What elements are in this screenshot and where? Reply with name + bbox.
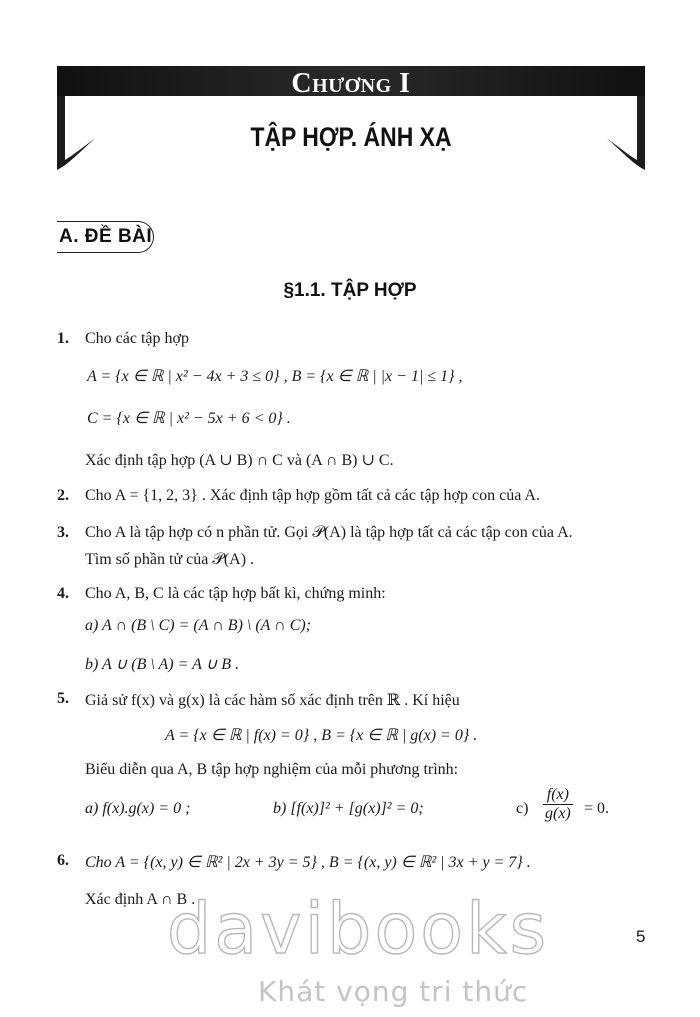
problem-number: 3.	[57, 524, 69, 541]
option-a: a) f(x).g(x) = 0 ;	[85, 800, 191, 817]
math-line: A = {x ∈ ℝ | x² − 4x + 3 ≤ 0} , B = {x ∈ ℝ | |x − 1| ≤ 1} ,	[87, 368, 463, 385]
problem-text: Xác định A ∩ B .	[85, 891, 196, 908]
section-heading: §1.1. TẬP HỢP	[283, 280, 417, 301]
problem-number: 4.	[57, 585, 69, 602]
problem-text: Biểu diễn qua A, B tập hợp nghiệm của mỗi phương trình:	[85, 761, 459, 778]
problem-text: Cho các tập hợp	[85, 330, 189, 347]
watermark-tagline: Khát vọng tri thức	[258, 975, 529, 1008]
option-c-label: c)	[516, 800, 529, 817]
section-tag: A. ĐỀ BÀI	[57, 221, 154, 253]
problem-number: 2.	[57, 487, 69, 504]
chapter-banner	[57, 66, 645, 170]
option-c-fraction	[543, 786, 573, 823]
math-line: A = {x ∈ ℝ | f(x) = 0} , B = {x ∈ ℝ | g(x) = 0} .	[165, 727, 478, 744]
watermark-logo: davibooks	[166, 888, 550, 970]
math-line: b) A ∪ (B \ A) = A ∪ B .	[85, 656, 240, 673]
fraction-numerator: f(x)	[546, 786, 569, 803]
option-c-rhs: = 0.	[584, 800, 610, 817]
problem-text: Giả sử f(x) và g(x) là các hàm số xác định trên ℝ . Kí hiệu	[85, 692, 460, 709]
problem-text: Cho A = {1, 2, 3} . Xác định tập hợp gồm tất cả các tập hợp con của A.	[85, 487, 540, 504]
problem-text: Cho A là tập hợp có n phần tử. Gọi 𝒫(A) là tập hợp tất cả các tập con của A.	[85, 524, 573, 541]
chapter-label: Chương I	[291, 68, 411, 99]
problem-text: Tìm số phần tử của 𝒫(A) .	[85, 551, 255, 568]
problem-text: Xác định tập hợp (A ∪ B) ∩ C và (A ∩ B) ∪ C.	[85, 452, 394, 469]
fraction-denominator: g(x)	[545, 805, 571, 822]
problem-number: 5.	[57, 690, 69, 707]
option-b: b) [f(x)]² + [g(x)]² = 0;	[273, 800, 424, 817]
problem-number: 6.	[57, 852, 69, 869]
problem-text: Cho A, B, C là các tập hợp bất kì, chứng minh:	[85, 585, 386, 602]
page-number: 5	[636, 927, 646, 946]
math-line: Cho A = {(x, y) ∈ ℝ² | 2x + 3y = 5} , B = {(x, y) ∈ ℝ² | 3x + y = 7} .	[85, 854, 531, 871]
problem-number: 1.	[57, 330, 69, 347]
chapter-title: TẬP HỢP. ÁNH XẠ	[250, 122, 452, 152]
math-line: a) A ∩ (B \ C) = (A ∩ B) \ (A ∩ C);	[85, 617, 312, 634]
math-line: C = {x ∈ ℝ | x² − 5x + 6 < 0} .	[87, 410, 291, 427]
